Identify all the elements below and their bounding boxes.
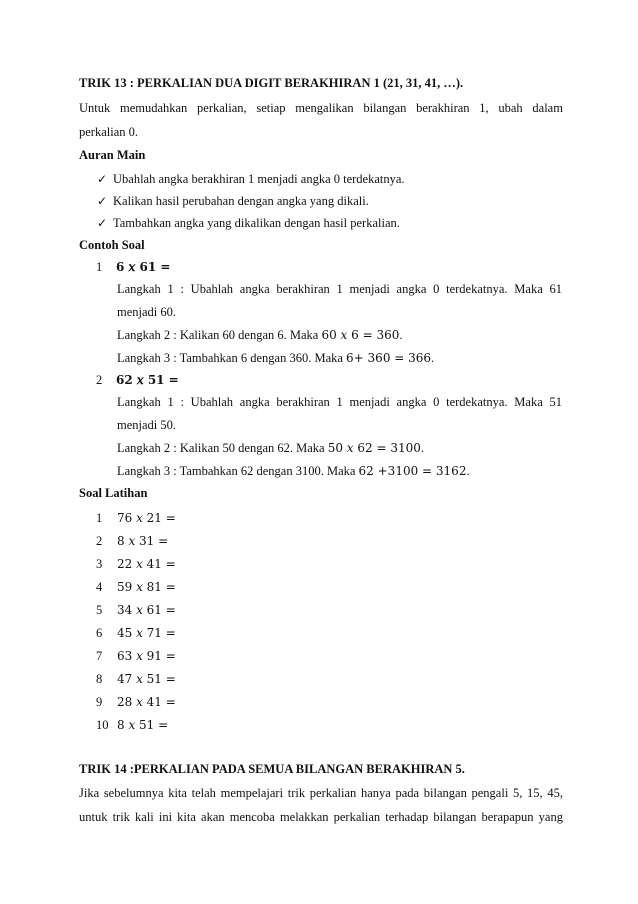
exercise-item: 10 8 𝑥 51 = [96,718,169,732]
rule-item: ✓ Kalikan hasil perubahan dengan angka yang dikali. [97,194,369,208]
example-problem: 2 62 𝑥 51 = [96,373,179,387]
exercise-item: 7 63 𝑥 91 = [96,649,176,663]
exercise-item: 4 59 𝑥 81 = [96,580,176,594]
exercise-item: 3 22 𝑥 41 = [96,557,176,571]
example-step1: Langkah 1 : Ubahlah angka berakhiran 1 menjadi angka 0 terdekatnya. Maka 51 [117,395,562,409]
example-step2: Langkah 2 : Kalikan 60 dengan 6. Maka 60 𝑥 6 = 360. [117,328,403,342]
exercise-item: 1 76 𝑥 21 = [96,511,176,525]
exercise-item: 5 34 𝑥 61 = [96,603,176,617]
trik13-intro-line1: Untuk memudahkan perkalian, setiap mengalikan bilangan berakhiran 1, ubah dalam [79,101,563,115]
example-step2: Langkah 2 : Kalikan 50 dengan 62. Maka 50 𝑥 62 = 3100. [117,441,425,455]
checkmark-icon: ✓ [97,216,108,230]
rule-item: ✓ Ubahlah angka berakhiran 1 menjadi angka 0 terdekatnya. [97,172,405,186]
exercises-heading: Soal Latihan [79,486,148,500]
example-problem: 1 6 𝑥 61 = [96,260,171,274]
rule-item: ✓ Tambahkan angka yang dikalikan dengan hasil perkalian. [97,216,400,230]
rules-heading: Auran Main [79,148,146,162]
exercise-item: 8 47 𝑥 51 = [96,672,176,686]
example-step1-cont: menjadi 60. [117,305,177,319]
exercise-item: 9 28 𝑥 41 = [96,695,176,709]
trik13-heading: TRIK 13 : PERKALIAN DUA DIGIT BERAKHIRAN 1 (21, 31, 41, …). [79,76,464,90]
example-step3: Langkah 3 : Tambahkan 62 dengan 3100. Maka 62 +3100 = 3162. [117,464,470,478]
example-step3: Langkah 3 : Tambahkan 6 dengan 360. Maka 6+ 360 = 366. [117,351,435,365]
trik14-line1: Jika sebelumnya kita telah mempelajari trik perkalian hanya pada bilangan pengali 5, 15, 45, [79,786,563,800]
checkmark-icon: ✓ [97,194,108,208]
exercise-item: 6 45 𝑥 71 = [96,626,176,640]
trik13-intro-line2: perkalian 0. [79,125,139,139]
trik14-line2: untuk trik kali ini kita akan mencoba melakkan perkalian terhadap bilangan berapapun yang [79,810,563,824]
example-step1-cont: menjadi 50. [117,418,177,432]
trik14-heading: TRIK 14 :PERKALIAN PADA SEMUA BILANGAN BERAKHIRAN 5. [79,762,465,776]
examples-heading: Contoh Soal [79,238,145,252]
example-step1: Langkah 1 : Ubahlah angka berakhiran 1 menjadi angka 0 terdekatnya. Maka 61 [117,282,562,296]
checkmark-icon: ✓ [97,172,108,186]
exercise-item: 2 8 𝑥 31 = [96,534,169,548]
